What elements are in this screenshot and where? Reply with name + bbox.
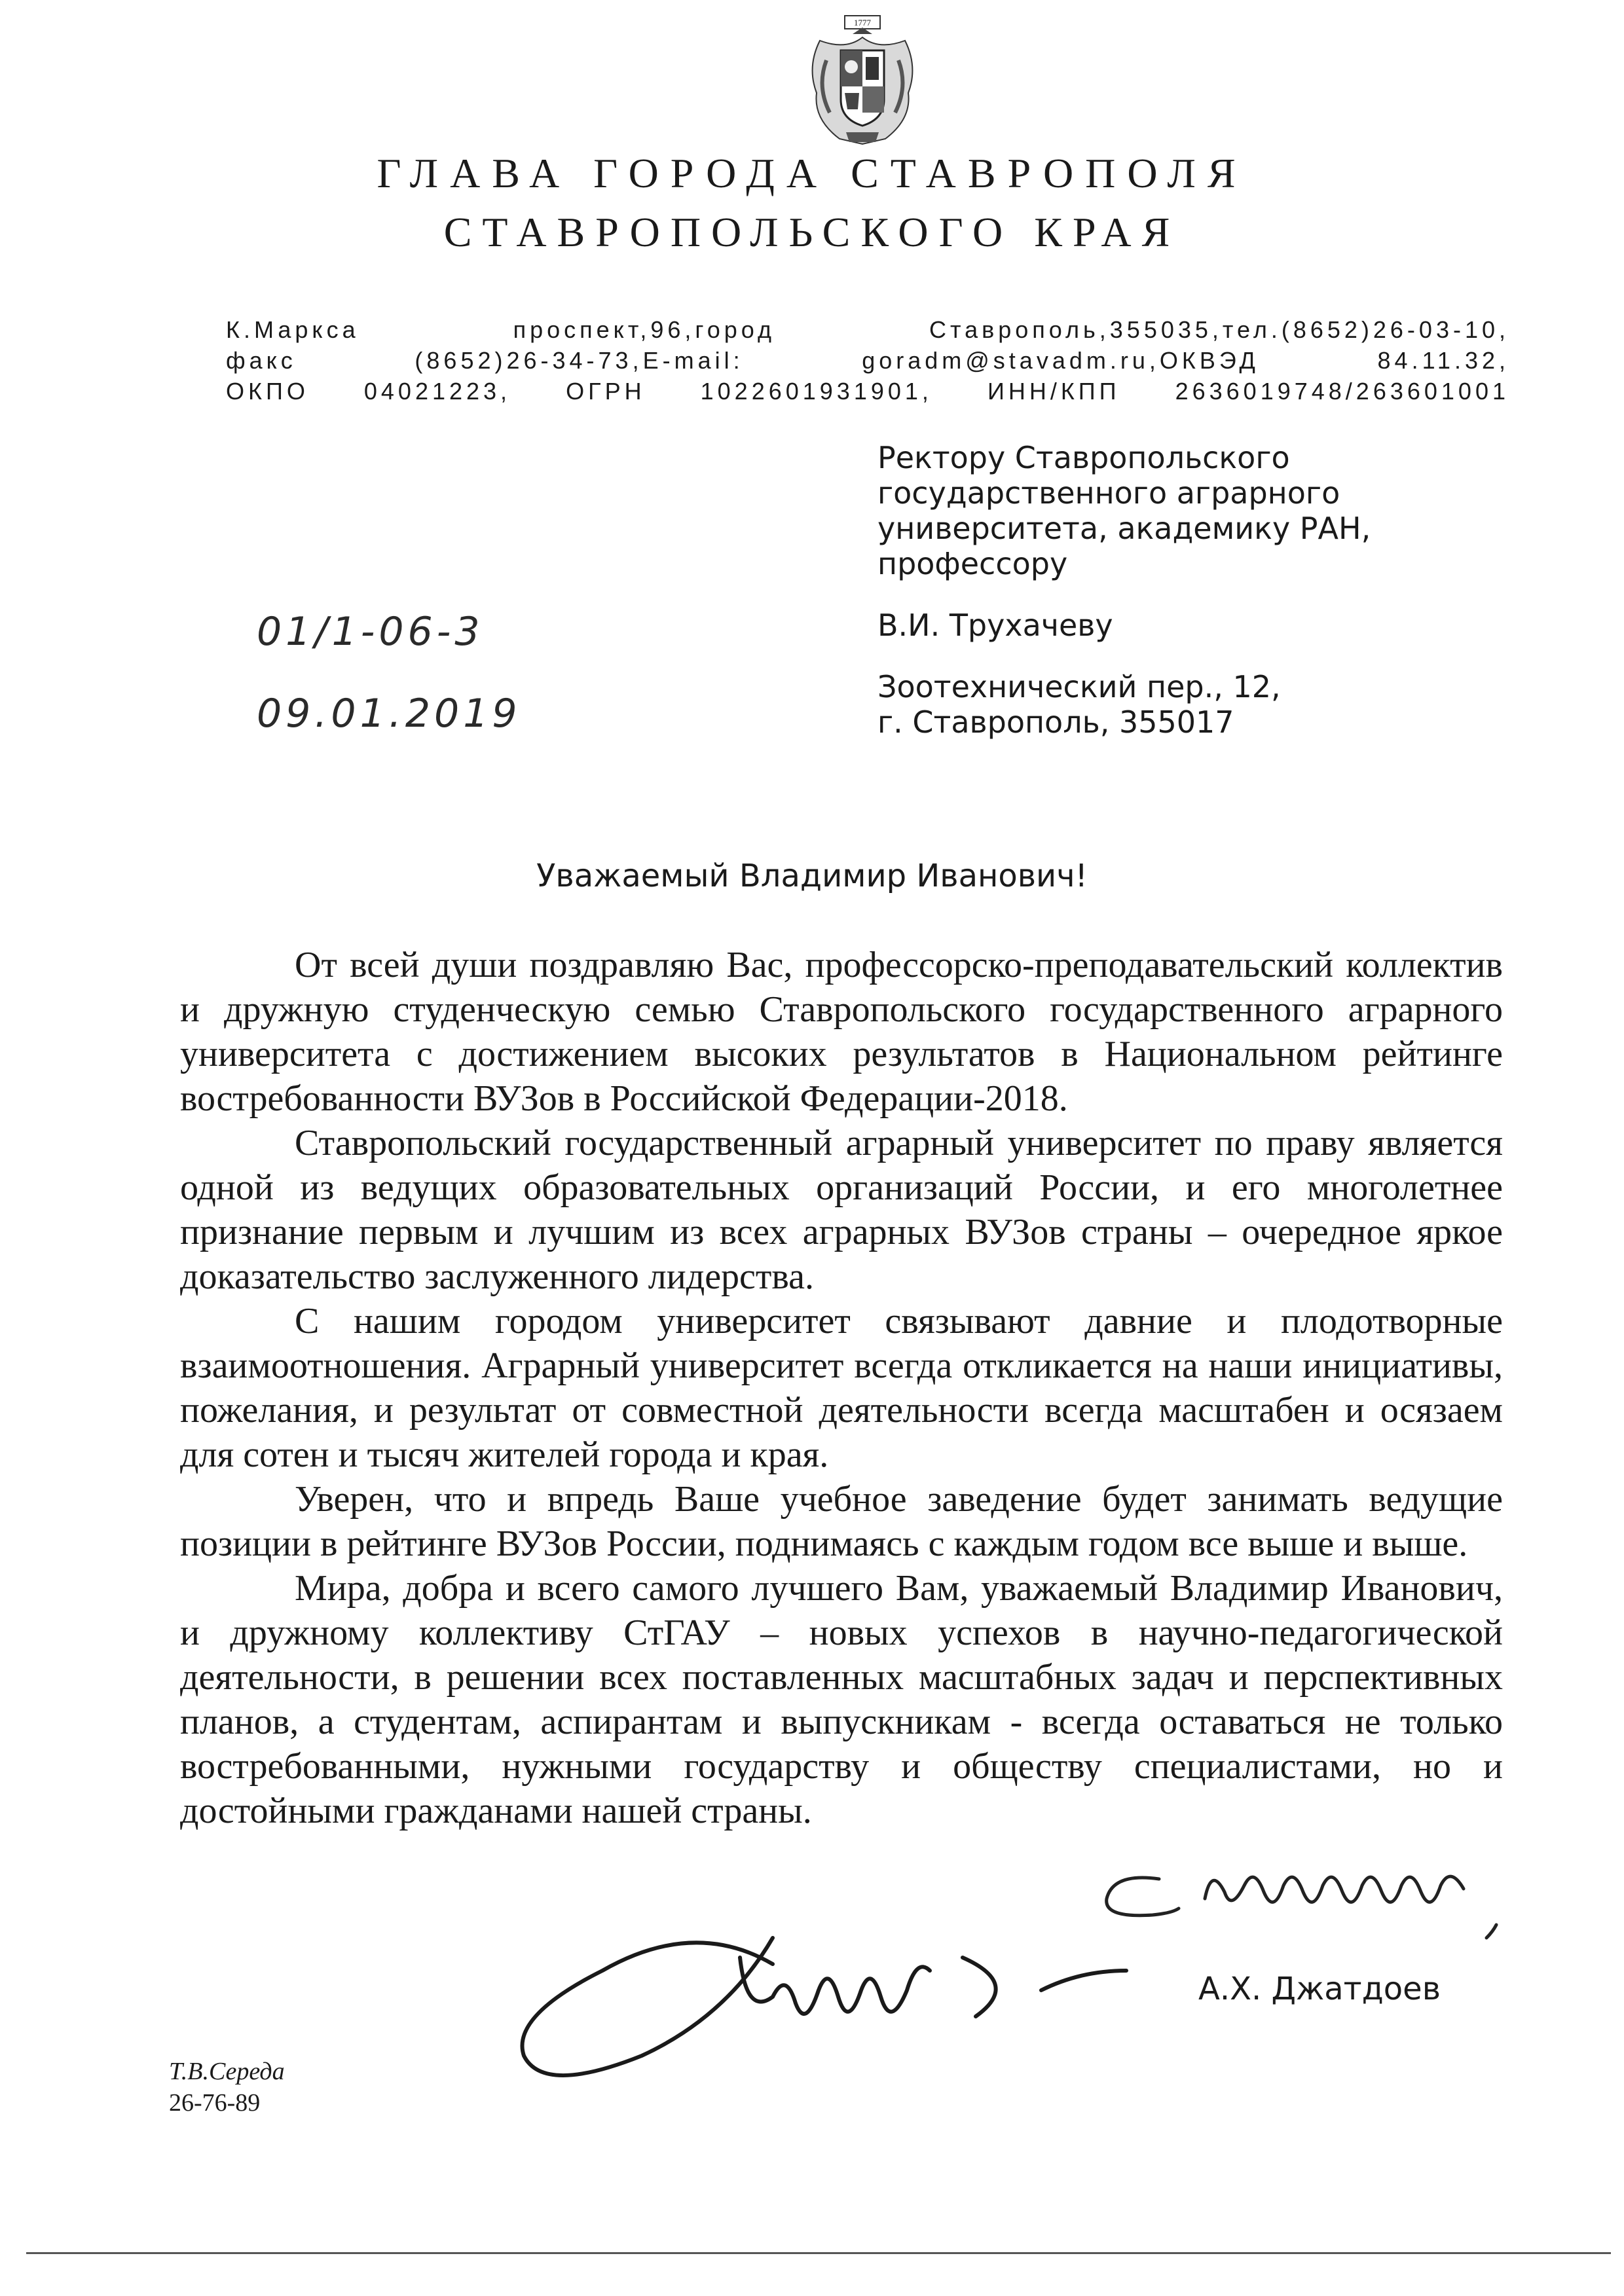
signatory-name: А.Х. Джатдоев (1198, 1971, 1441, 2007)
page-bottom-divider (26, 2252, 1611, 2254)
emblem-year: 1777 (854, 18, 871, 27)
registration-date: 09.01.2019 (257, 691, 521, 737)
requisites-line: ОКПО 04021223, ОГРН 1022601931901, ИНН/КПП 2636019748/263601001 (226, 378, 1509, 405)
closing-handwritten-note (1107, 1876, 1496, 1938)
city-coat-of-arms-emblem (800, 14, 925, 145)
recipient-position-line: университета, академику РАН, (877, 511, 1371, 546)
body-paragraph: Мира, добра и всего самого лучшего Вам, уважаемый Владимир Иванович, и дружному коллективу СтГАУ – новых успехов в научно-педагогической деятельности, в решении всех поставленных масштабных задач и перспективных планов, а студентам, аспирантам и выпускникам - всегда оставаться не только востребованными, нужными государству и обществу специалистами, но и достойными гражданами нашей страны. (180, 1568, 1503, 1831)
recipient-position-line: государственного аграрного (877, 475, 1340, 511)
letterhead-title-line1: ГЛАВА ГОРОДА СТАВРОПОЛЯ (377, 150, 1247, 196)
recipient-position-line: Ректору Ставропольского (877, 440, 1290, 475)
letterhead-requisites (226, 314, 1509, 407)
recipient-block (877, 440, 1532, 740)
recipient-position-line: профессору (877, 546, 1068, 581)
executor-block (169, 2056, 285, 2119)
recipient-name: В.И. Трухачеву (877, 608, 1113, 643)
official-signature (523, 1938, 1127, 2075)
body-paragraph: Уверен, что и впредь Ваше учебное заведение будет занимать ведущие позиции в рейтинге ВУЗов России, поднимаясь с каждым годом все выше и выше. (180, 1479, 1503, 1564)
body-paragraph: С нашим городом университет связывают давние и плодотворные взаимоотношения. Аграрный университет всегда откликается на наши инициативы, пожелания, и результат от совместной деятельности всегда масштабен и осязаем для сотен и тысяч жителей города и края. (180, 1301, 1503, 1475)
executor-name: Т.В.Середа (169, 2058, 285, 2085)
recipient-address-line: г. Ставрополь, 355017 (877, 704, 1234, 740)
requisites-line: факс (8652)26-34-73,E-mail: goradm@stavadm.ru,ОКВЭД 84.11.32, (226, 347, 1509, 374)
executor-phone: 26-76-89 (169, 2089, 261, 2117)
recipient-address-line: Зоотехнический пер., 12, (877, 669, 1281, 704)
letter-greeting: Уважаемый Владимир Иванович! (536, 858, 1088, 894)
requisites-line: К.Маркса проспект,96,город Ставрополь,355035,тел.(8652)26-03-10, (226, 316, 1509, 343)
registration-number: 01/1-06-3 (257, 609, 484, 655)
body-paragraph: Ставропольский государственный аграрный университет по праву является одной из ведущих образовательных организаций России, и его многолетнее признание первым и лучшим из всех аграрных ВУЗов страны – очередное яркое доказательство заслуженного лидерства. (180, 1123, 1503, 1297)
coat-of-arms-icon (800, 14, 925, 145)
letterhead-title-line2: СТАВРОПОЛЬСКОГО КРАЯ (443, 209, 1181, 255)
letter-body (180, 943, 1503, 1833)
body-paragraph: От всей души поздравляю Вас, профессорско-преподавательский коллектив и дружную студенческую семью Ставропольского государственного аграрного университета с достижением высоких результатов в Национальном рейтинге востребованности ВУЗов в Российской Федерации-2018. (180, 945, 1503, 1119)
